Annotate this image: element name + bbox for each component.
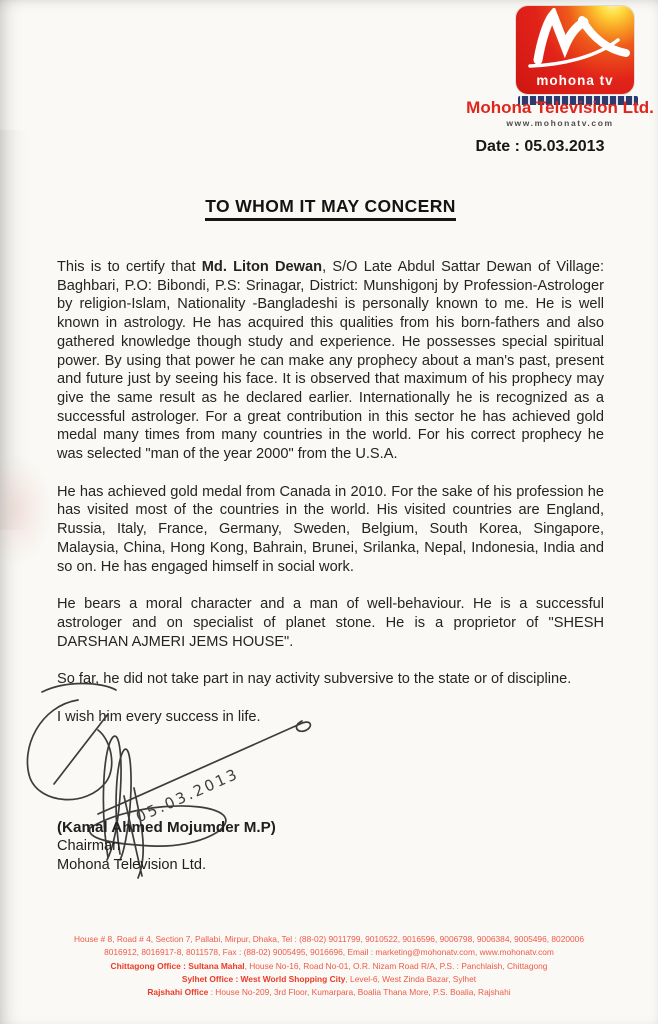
scan-edge-shadow: [0, 130, 30, 530]
footer-address-block: [30, 933, 628, 999]
footer-chittagong-office-line: [30, 960, 628, 973]
paragraph-4: So far, he did not take part in nay activity subversive to the state or of discipline.: [57, 671, 572, 688]
signature-handwritten-date: 05.03.2013: [133, 764, 242, 827]
letter-body: [57, 258, 604, 727]
paragraph-2: He has achieved gold medal from Canada in 2010. For the sake of his profession he has visited most of the countries in the world. His visited countries are England, Russia, Italy, France, Germany, Sweden, Belgium, South Korea, Singapore, Malaysia, China, Hong Kong, Bahrain, Brunei, Srilanka, Nepal, Indonesia, India and so on. He has engaged himself in social work.: [57, 483, 604, 575]
footer-address-line-1: House # 8, Road # 4, Section 7, Pallabi, Mirpur, Dhaka, Tel : (88-02) 9011799, 9010522, 9016596, 9006798, 9006384, 9005496, 8020006: [73, 934, 585, 944]
footer-address-line-2: 8016912, 8016917-8, 8011578, Fax : (88-02) 9005495, 9016696, Email : marketing@mohonatv.com, www.mohonatv.com: [104, 947, 554, 958]
paragraph-1-rest: , S/O Late Abdul Sattar Dewan of Village: Baghbari, P.O: Bibondi, P.S: Srinagar, District: Munshigonj by Profession-Astrologer by religion-Islam, Nationality -Bangladeshi is personally known to me. He is well known in astrology. He has acquired this qualities from his born-fathers and also gathered knowledge though study and experience. He possesses special spiritual power. By using that power he can make any prophecy about a man's past, present and future just by seeing his face. It is observed that maximum of his prophecy may give the same result as he declared earlier. Internationally he is recognized as a successful astrologer. For a great contribution in this sector he has achieved gold medal many times from many countries in the world. For his correct prophecy he was selected "man of the year 2000" from the U.S.A.: [57, 259, 604, 463]
letter-title: TO WHOM IT MAY CONCERN: [205, 196, 456, 221]
chittagong-office-label: Chittagong Office : Sultana Mahal: [110, 960, 245, 971]
signer-title: Chairman: [57, 838, 121, 854]
signer-block: [57, 818, 276, 875]
company-website: www.mohonatv.com: [506, 118, 614, 128]
logo-m-swoosh-icon: [520, 8, 630, 70]
letter-title-row: [57, 196, 604, 221]
date-line: Date : 05.03.2013: [475, 138, 605, 155]
paragraph-3: He bears a moral character and a man of well-behaviour. He is a successful astrologer and on specialist of planet stone. He is a proprietor of "SHESH DARSHAN AJMERI JEMS HOUSE".: [57, 596, 604, 650]
paragraph-1: [57, 258, 604, 464]
logo-wordmark: mohona tv: [536, 73, 614, 88]
company-name: Mohona Television Ltd.: [466, 98, 654, 117]
sylhet-office-rest: , Level-6, West Zinda Bazar, Sylhet: [345, 973, 477, 984]
footer-sylhet-office-line: [30, 973, 628, 986]
mohona-tv-logo: [516, 6, 640, 105]
chittagong-office-rest: , House No-16, Road No-01, O.R. Nizam Road R/A, P.S. : Panchlaish, Chittagong: [244, 960, 548, 971]
paragraph-1-prefix: This is to certify that: [57, 259, 202, 275]
signer-organization: Mohona Television Ltd.: [57, 857, 207, 873]
rajshahi-office-label: Rajshahi Office: [147, 987, 209, 998]
rajshahi-office-rest: : House No-209, 3rd Floor, Kumarpara, Boalia Thana More, P.S. Boalia, Rajshahi: [208, 987, 511, 998]
subject-name: Md. Liton Dewan: [201, 259, 323, 275]
sylhet-office-label: Sylhet Office : West World Shopping City: [181, 973, 346, 984]
footer-rajshahi-office-line: [30, 986, 628, 999]
logo-square: [516, 6, 634, 94]
closing-line: I wish him every success in life.: [57, 709, 261, 726]
signer-name: (Kamal Ahmed Mojumder M.P): [57, 819, 276, 836]
